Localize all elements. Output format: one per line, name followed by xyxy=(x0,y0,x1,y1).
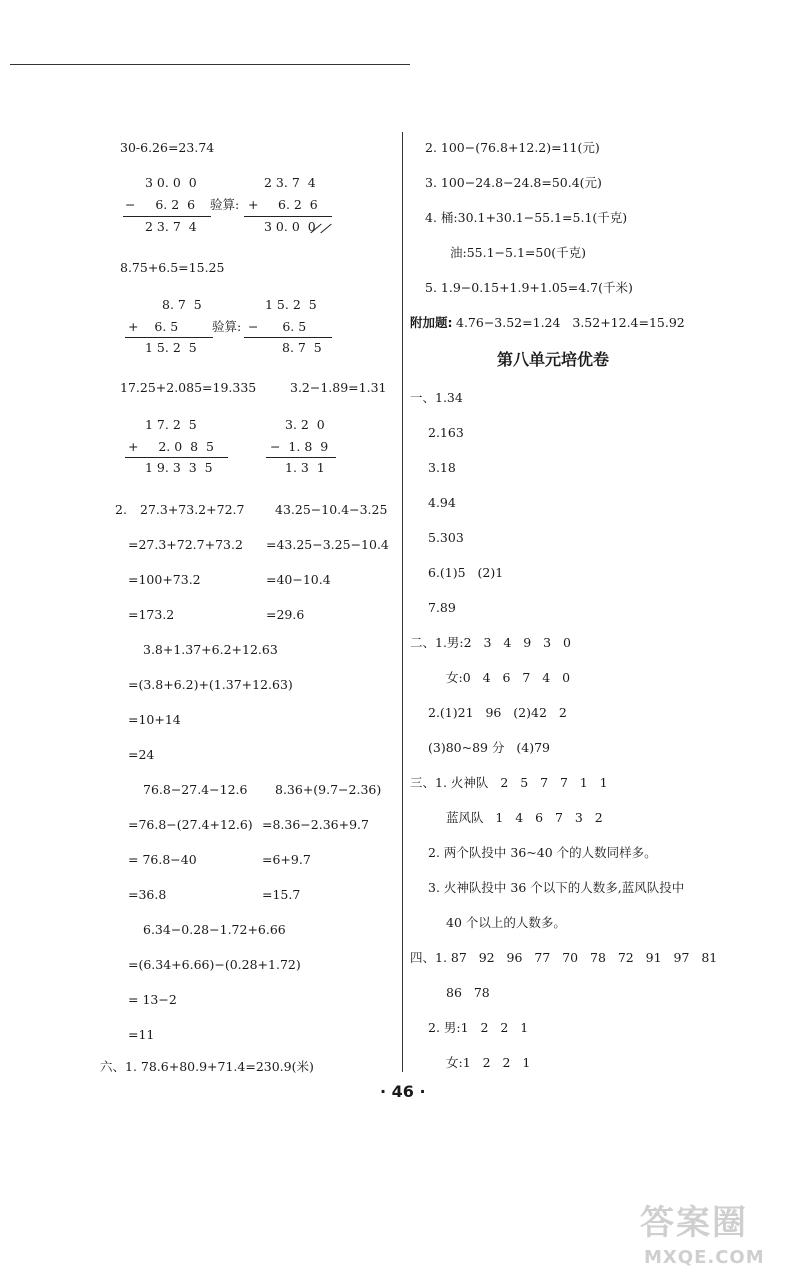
calc2-mid: + 6. 5 xyxy=(128,319,179,334)
calc3b-line xyxy=(266,457,336,458)
q2e-line-2: =6+9.7 xyxy=(262,852,311,867)
watermark-line-1: 答案圈 xyxy=(640,1203,748,1243)
calc2-check-mid: − 6. 5 xyxy=(248,319,307,334)
calc1-check-top: 2 3. 7 4 xyxy=(264,175,316,190)
q2d-line-2: = 76.8−40 xyxy=(128,852,197,867)
calc1-check-result: 3 0. 0 0 xyxy=(264,219,316,234)
s1-line-0: 一、1.34 xyxy=(410,390,463,405)
q6-line: 六、1. 78.6+80.9+71.4=230.9(米) xyxy=(100,1059,314,1074)
calc1-top: 3 0. 0 0 xyxy=(145,175,197,190)
q2f-line-0: 6.34−0.28−1.72+6.66 xyxy=(143,922,286,937)
calc1-line xyxy=(123,216,211,217)
q2a-line-2: =100+73.2 xyxy=(128,572,201,587)
q2a-line-3: =173.2 xyxy=(128,607,175,622)
carry-strike xyxy=(320,224,331,234)
s3-line-3: 3. 火神队投中 36 个以下的人数多,蓝风队投中 xyxy=(428,880,685,895)
extra-text: 4.76−3.52=1.24 3.52+12.4=15.92 xyxy=(456,315,685,330)
q2b-line-3: =29.6 xyxy=(266,607,305,622)
calc1-check-mid: 6. 2 6 xyxy=(278,197,318,212)
q2e-line-1: =8.36−2.36+9.7 xyxy=(262,817,369,832)
calc2-check-result: 8. 7 5 xyxy=(282,340,322,355)
r-line-5: 5. 1.9−0.15+1.9+1.05=4.7(千米) xyxy=(425,280,633,295)
r-line-4: 油:55.1−5.1=50(千克) xyxy=(450,245,587,260)
calc3b-result: 1. 3 1 xyxy=(285,460,325,475)
q2-label: 2. xyxy=(115,502,127,517)
equation-2: 8.75+6.5=15.25 xyxy=(120,260,225,275)
q2d-line-0: 76.8−27.4−12.6 xyxy=(143,782,248,797)
q2e-line-3: =15.7 xyxy=(262,887,301,902)
watermark-logo xyxy=(640,1195,800,1275)
calc2-check-line xyxy=(244,337,332,338)
calc3-result: 1 9. 3 3 5 xyxy=(145,460,213,475)
calc1-result: 2 3. 7 4 xyxy=(145,219,197,234)
s3-line-4: 40 个以上的人数多。 xyxy=(446,915,566,930)
s1-line-1: 2.163 xyxy=(428,425,464,440)
q2c-line-1: =(3.8+6.2)+(1.37+12.63) xyxy=(128,677,293,692)
q2b-line-0: 43.25−10.4−3.25 xyxy=(275,502,388,517)
s2-line-2: 2.(1)21 96 (2)42 2 xyxy=(428,705,567,720)
column-divider xyxy=(402,132,403,1072)
calc2-line xyxy=(125,337,213,338)
calc1-minus: − 6. 2 6 xyxy=(125,197,196,212)
s1-line-2: 3.18 xyxy=(428,460,456,475)
s3-line-2: 2. 两个队投中 36~40 个的人数同样多。 xyxy=(428,845,657,860)
q2f-line-3: =11 xyxy=(128,1027,155,1042)
r-line-2: 3. 100−24.8−24.8=50.4(元) xyxy=(425,175,602,190)
equation-4: 3.2−1.89=1.31 xyxy=(290,380,387,395)
top-rule xyxy=(10,64,410,65)
s1-line-5: 6.(1)5 (2)1 xyxy=(428,565,504,580)
q2b-line-1: =43.25−3.25−10.4 xyxy=(266,537,389,552)
q2b-line-2: =40−10.4 xyxy=(266,572,331,587)
calc3b-top: 3. 2 0 xyxy=(285,417,325,432)
s1-line-6: 7.89 xyxy=(428,600,456,615)
q2f-line-2: = 13−2 xyxy=(128,992,177,1007)
q2f-line-1: =(6.34+6.66)−(0.28+1.72) xyxy=(128,957,301,972)
calc1-check-label: 验算: xyxy=(210,197,240,212)
s2-line-3: (3)80~89 分 (4)79 xyxy=(428,740,550,755)
equation-1: 30-6.26=23.74 xyxy=(120,140,215,155)
s4-line-3: 女:1 2 2 1 xyxy=(446,1055,531,1070)
calc2-result: 1 5. 2 5 xyxy=(145,340,197,355)
q2e-line-0: 8.36+(9.7−2.36) xyxy=(275,782,382,797)
calc1-check-line xyxy=(244,216,332,217)
s1-line-3: 4.94 xyxy=(428,495,456,510)
s2-line-0: 二、1.男:2 3 4 9 3 0 xyxy=(410,635,571,650)
q2d-line-3: =36.8 xyxy=(128,887,167,902)
q2a-line-0: 27.3+73.2+72.7 xyxy=(140,502,245,517)
extra-label: 附加题: xyxy=(410,315,453,330)
r-line-3: 4. 桶:30.1+30.1−55.1=5.1(千克) xyxy=(425,210,628,225)
section-title: 第八单元培优卷 xyxy=(497,350,610,369)
equation-3: 17.25+2.085=19.335 xyxy=(120,380,257,395)
q2c-line-0: 3.8+1.37+6.2+12.63 xyxy=(143,642,278,657)
q2d-line-1: =76.8−(27.4+12.6) xyxy=(128,817,253,832)
watermark-line-2: MXQE.COM xyxy=(644,1247,765,1268)
q2c-line-3: =24 xyxy=(128,747,155,762)
page-number: · 46 · xyxy=(380,1082,426,1101)
calc1-plus: + xyxy=(248,197,259,212)
r-line-1: 2. 100−(76.8+12.2)=11(元) xyxy=(425,140,600,155)
calc2-check-top: 1 5. 2 5 xyxy=(265,297,317,312)
calc3-mid: + 2. 0 8 5 xyxy=(128,439,214,454)
s4-line-1: 86 78 xyxy=(446,985,490,1000)
calc3-line xyxy=(125,457,228,458)
s3-line-0: 三、1. 火神队 2 5 7 7 1 1 xyxy=(410,775,608,790)
s3-line-1: 蓝风队 1 4 6 7 3 2 xyxy=(446,810,603,825)
s2-line-1: 女:0 4 6 7 4 0 xyxy=(446,670,571,685)
calc2-top: 8. 7 5 xyxy=(162,297,202,312)
calc3-top: 1 7. 2 5 xyxy=(145,417,197,432)
q2c-line-2: =10+14 xyxy=(128,712,181,727)
calc3b-mid: − 1. 8 9 xyxy=(270,439,329,454)
s4-line-0: 四、1. 87 92 96 77 70 78 72 91 97 81 xyxy=(410,950,718,965)
calc2-check-label: 验算: xyxy=(212,319,242,334)
s1-line-4: 5.303 xyxy=(428,530,464,545)
s4-line-2: 2. 男:1 2 2 1 xyxy=(428,1020,529,1035)
q2a-line-1: =27.3+72.7+73.2 xyxy=(128,537,243,552)
